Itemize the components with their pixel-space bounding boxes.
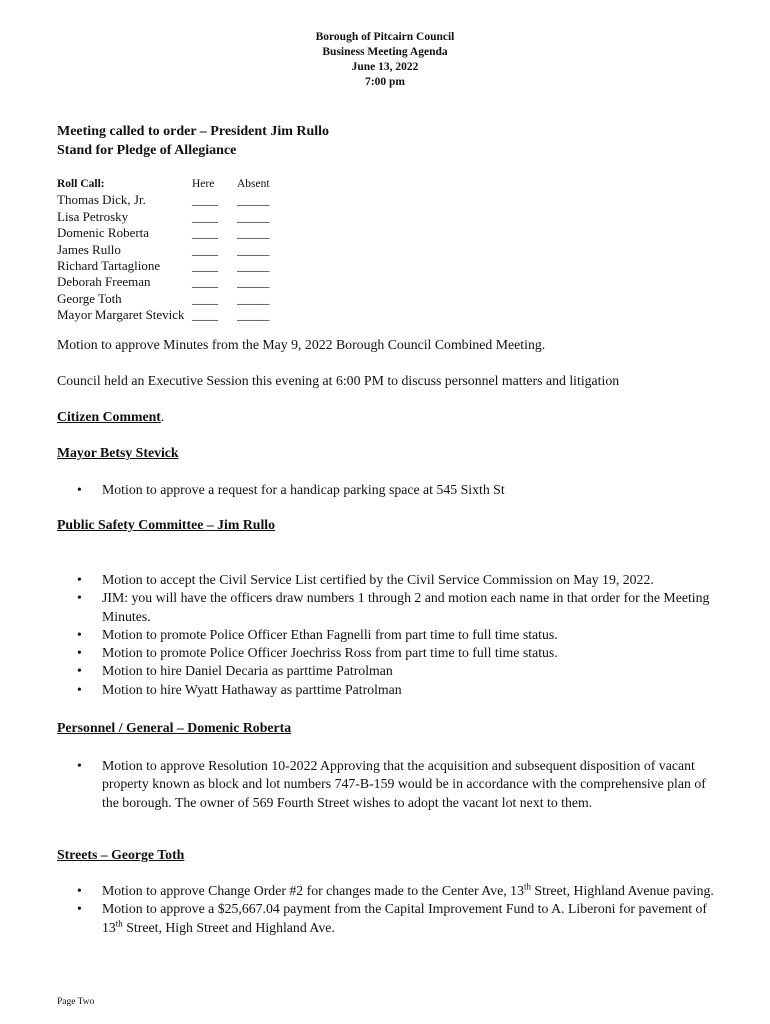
motion-text: Motion to promote Police Officer Joechriss Ross from part time to full time status. — [102, 645, 558, 661]
meeting-date: June 13, 2022 — [351, 61, 419, 73]
absent-column-label: Absent — [237, 178, 270, 190]
motion-text-pre: Motion to approve Change Order #2 for changes made to the Center Ave, 13 — [102, 883, 524, 898]
here-blank: ____ — [192, 290, 218, 306]
absent-blank: _____ — [237, 257, 270, 273]
roll-call-row — [57, 274, 317, 290]
citizen-comment-title: Citizen Comment — [57, 409, 161, 424]
bullet-glyph: • — [77, 590, 82, 606]
here-blank: ____ — [192, 257, 218, 273]
citizen-comment-period: . — [160, 409, 165, 424]
here-blank: ____ — [192, 241, 218, 257]
roll-call-row — [57, 225, 317, 241]
motion-text-post: Street, Highland Avenue paving. — [530, 883, 714, 898]
list-item — [57, 571, 722, 589]
member-name: James Rullo — [57, 241, 121, 257]
here-blank: ____ — [192, 274, 218, 290]
member-name: Richard Tartaglione — [57, 257, 161, 273]
motion-text: Motion to approve Resolution 10-2022 Approving that the acquisition and subsequent disposition of vacant property known as block and lot numbers 747-B-159 would be in accordance with the comprehensive plan of the borough. The owner of 569 Fourth Street wishes to adopt the vacant lot next to them. — [102, 758, 706, 810]
meeting-time: 7:00 pm — [365, 76, 405, 88]
motion-text: JIM: you will have the officers draw numbers 1 through 2 and motion each name in that order for the Meeting Minutes. — [102, 590, 710, 624]
absent-blank: _____ — [237, 307, 270, 323]
member-name: George Toth — [57, 290, 122, 306]
here-blank: ____ — [192, 225, 218, 241]
absent-blank: _____ — [237, 274, 270, 290]
member-name: Mayor Margaret Stevick — [57, 307, 185, 323]
roll-call-row — [57, 291, 317, 307]
list-item — [57, 882, 722, 900]
list-item — [57, 481, 722, 499]
roll-call-header — [57, 176, 317, 192]
executive-session-note: Council held an Executive Session this evening at 6:00 PM to discuss personnel matters and litigation — [57, 373, 620, 388]
call-to-order: Meeting called to order – President Jim Rullo — [57, 124, 330, 139]
citizen-comment-heading — [57, 409, 164, 425]
minutes-motion: Motion to approve Minutes from the May 9, 2022 Borough Council Combined Meeting. — [57, 337, 546, 352]
bullet-glyph: • — [77, 758, 82, 773]
public-safety-motions-list — [57, 571, 722, 699]
opening-block — [57, 122, 329, 160]
list-item — [57, 757, 722, 812]
streets-motions-list — [57, 882, 722, 937]
mayor-section-heading: Mayor Betsy Stevick — [57, 445, 179, 460]
member-name: Domenic Roberta — [57, 225, 150, 241]
list-item — [57, 900, 722, 937]
roll-call-table — [57, 176, 317, 324]
bullet-glyph: • — [77, 883, 82, 898]
member-name: Lisa Petrosky — [57, 208, 129, 224]
motion-text: Motion to hire Daniel Decaria as parttime Patrolman — [102, 663, 393, 679]
streets-heading: Streets – George Toth — [57, 847, 185, 862]
member-name: Thomas Dick, Jr. — [57, 192, 146, 208]
absent-blank: _____ — [237, 241, 270, 257]
motion-text: Motion to hire Wyatt Hathaway as parttime Patrolman — [102, 681, 402, 697]
roll-call-row — [57, 209, 317, 225]
bullet-glyph: • — [77, 901, 82, 917]
roll-call-row — [57, 192, 317, 208]
absent-blank: _____ — [237, 290, 270, 306]
borough-name: Borough of Pitcairn Council — [315, 31, 455, 43]
absent-blank: _____ — [237, 225, 270, 241]
pledge-line: Stand for Pledge of Allegiance — [57, 143, 237, 158]
motion-text: Motion to promote Police Officer Ethan Fagnelli from part time to full time status. — [102, 626, 558, 642]
here-blank: ____ — [192, 208, 218, 224]
here-blank: ____ — [192, 307, 218, 323]
bullet-glyph: • — [77, 681, 82, 697]
document-header — [0, 30, 770, 90]
personnel-heading: Personnel / General – Domenic Roberta — [57, 720, 292, 735]
member-name: Deborah Freeman — [57, 274, 151, 290]
motion-text-post: Street, High Street and Highland Ave. — [122, 919, 335, 935]
mayor-motions-list — [57, 481, 722, 499]
here-column-label: Here — [192, 178, 215, 190]
roll-call-row — [57, 242, 317, 258]
roll-call-label: Roll Call: — [57, 178, 105, 190]
motion-text-pre: Motion to approve a $25,667.04 payment from the Capital Improvement Fund to A. Liberoni for pavement of 13 — [102, 901, 708, 935]
bullet-glyph: • — [77, 572, 82, 587]
agenda-title: Business Meeting Agenda — [322, 46, 448, 58]
roll-call-row — [57, 258, 317, 274]
list-item — [57, 626, 722, 644]
ordinal-suffix: th — [115, 918, 123, 928]
absent-blank: _____ — [237, 208, 270, 224]
bullet-glyph: • — [77, 663, 82, 679]
bullet-glyph: • — [77, 482, 82, 497]
list-item — [57, 681, 722, 699]
absent-blank: _____ — [237, 192, 270, 208]
motion-text: Motion to approve a request for a handicap parking space at 545 Sixth St — [102, 482, 505, 497]
list-item — [57, 662, 722, 680]
bullet-glyph: • — [77, 626, 82, 642]
here-blank: ____ — [192, 192, 218, 208]
ordinal-suffix: th — [523, 881, 531, 892]
list-item — [57, 589, 722, 626]
list-item — [57, 644, 722, 662]
bullet-glyph: • — [77, 645, 82, 661]
motion-text: Motion to accept the Civil Service List certified by the Civil Service Commission on May 19, 2022. — [102, 572, 654, 587]
personnel-motions-list — [57, 757, 722, 812]
roll-call-row — [57, 307, 317, 323]
page-footer: Page Two — [57, 997, 95, 1007]
public-safety-heading: Public Safety Committee – Jim Rullo — [57, 517, 276, 532]
